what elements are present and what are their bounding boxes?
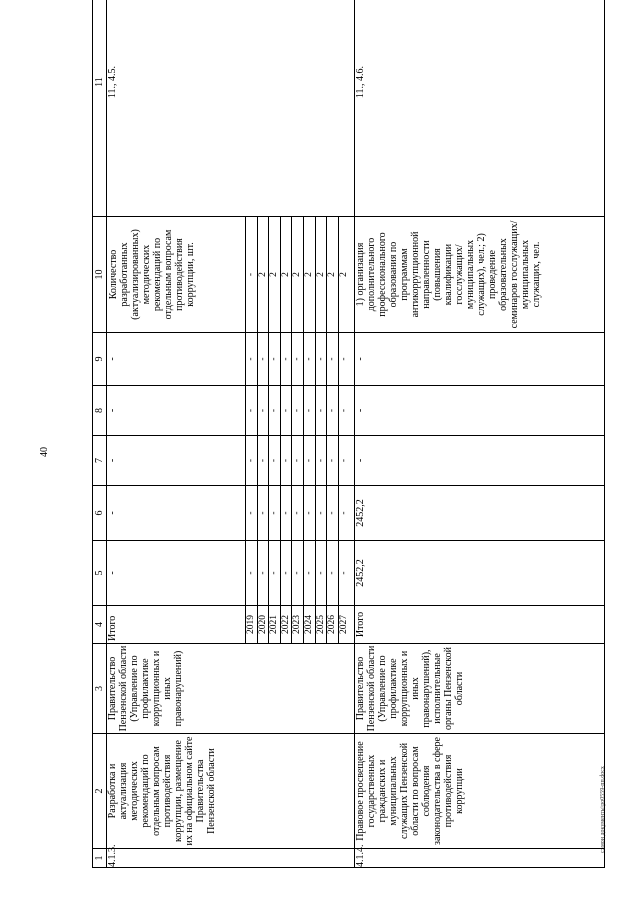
measure-number: 4.1.4. [355,849,605,868]
header-cell: 11 [93,0,107,217]
value: - [326,386,338,435]
value: - [280,436,292,485]
value: - [268,386,280,435]
value: - [315,386,327,435]
header-row [93,0,107,868]
value: - [107,458,118,463]
value: - [326,486,338,540]
value: - [291,436,303,485]
file-path-footer: c:\мои документы\ро0559-пп.docx [600,766,606,853]
indicator-value: 2 [291,217,303,332]
header-cell: 9 [93,333,107,386]
finance-col6 [107,486,355,541]
value: - [291,386,303,435]
value: - [303,541,315,605]
indicator-value: 2 [280,217,292,332]
year-total: Итого [107,615,118,641]
value: - [315,486,327,540]
header-cell: 7 [93,436,107,486]
indicator-value: 2 [326,217,338,332]
indicator-value: 2 [303,217,315,332]
indicator-value: 2 [315,217,327,332]
value: - [326,541,338,605]
header-cell: 6 [93,486,107,541]
year: 2024 [303,606,315,643]
value: - [338,386,350,435]
finance-total-col5 [107,541,355,606]
value: - [257,386,269,435]
value: - [245,436,257,485]
value: - [326,436,338,485]
year: 2027 [338,606,350,643]
value: - [280,486,292,540]
value: - [268,541,280,605]
indicator-value: - [245,217,257,332]
indicator-cell [107,217,355,333]
finance-col7 [107,436,355,486]
value: - [291,333,303,385]
value: - [257,436,269,485]
value: - [338,486,350,540]
value: - [257,541,269,605]
value: - [257,333,269,385]
indicator-text: 1) организация дополнительного профессионального образования по программам антикоррупционной направленности (повышения квалификации госслужащих/ муниципальных служащих), чел.; 2) проведение образовательных семинаров госслужащих/ муниципальных служащих, чел. [355,217,605,333]
value: - [303,436,315,485]
finance-col9: - [355,333,605,386]
value: - [315,333,327,385]
value: - [245,541,257,605]
value: - [303,486,315,540]
finance-col9 [107,333,355,386]
page-number: 40 [39,447,50,457]
header-cell: 2 [93,734,107,849]
finance-col7: - [355,436,605,486]
value: - [107,357,118,361]
rotated-table-page [92,18,605,868]
measure-name: Правовое просвещение государственных гражданских и муниципальных служащих Пензенской области по вопросам соблюдения законодательства в сфере противодействия коррупции [355,734,605,849]
value: - [315,541,327,605]
year: 2021 [268,606,280,643]
table-row [355,0,605,868]
link-reference: 11., 4.6. [355,0,605,217]
year: 2020 [257,606,269,643]
header-cell: 10 [93,217,107,333]
link-reference: 11., 4.5. [107,0,355,217]
header-cell: 8 [93,386,107,436]
value: - [338,541,350,605]
value: - [245,486,257,540]
years-cell [107,606,355,644]
finance-col8: - [355,386,605,436]
year-total: Итого [355,606,605,644]
value: - [268,436,280,485]
value: - [245,333,257,385]
header-cell: 3 [93,644,107,734]
value: - [303,386,315,435]
value: - [291,486,303,540]
value: - [107,408,118,413]
program-measures-table [92,0,605,868]
indicator-value: 2 [257,217,269,332]
value: - [245,386,257,435]
value: - [338,436,350,485]
year: 2022 [280,606,292,643]
value: - [315,436,327,485]
value: - [268,333,280,385]
year: 2019 [245,606,257,643]
table-row [107,0,355,868]
indicator-text: Количество разработанных (актуализированных) методических рекомендаций по отдельным вопросам противодействия коррупции, шт. [108,229,196,320]
value: - [280,386,292,435]
value: - [291,541,303,605]
measure-executor: Правительство Пензенской области (Управление по профилактике коррупционных и иных правонарушений) [107,644,355,734]
finance-col8 [107,386,355,436]
value: - [268,486,280,540]
finance-col6: 2452,2 [355,486,605,541]
measure-name: Разработка и актуализация методических рекомендаций по отдельным вопросам противодействия коррупции, размещение их на официальном сайте Правительства Пензенской области [107,734,355,849]
year: 2026 [326,606,338,643]
year: 2023 [291,606,303,643]
value: - [303,333,315,385]
value: - [257,486,269,540]
header-cell: 5 [93,541,107,606]
value: - [107,511,118,515]
value: - [280,541,292,605]
finance-total-col5: 2452,2 [355,541,605,606]
indicator-value: 2 [268,217,280,332]
value: - [338,333,350,385]
measure-number: 4.1.3. [107,849,355,868]
header-cell: 4 [93,606,107,644]
measure-executor: Правительство Пензенской области (Управление по профилактике коррупционных и иных правонарушений), исполнительные органы Пензенской области [355,644,605,734]
header-cell: 1 [93,849,107,868]
value: - [280,333,292,385]
value: - [326,333,338,385]
value: - [107,571,118,575]
year: 2025 [315,606,327,643]
indicator-value: 2 [338,217,350,332]
